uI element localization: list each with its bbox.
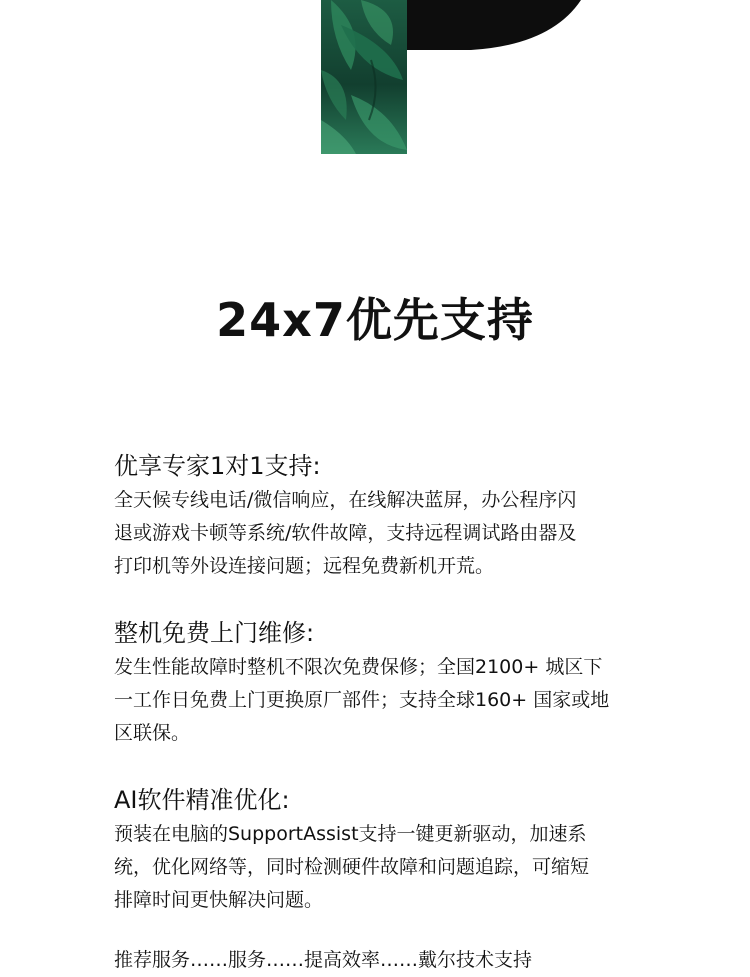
section-body bbox=[114, 651, 654, 750]
body-line: 全天候专线电话/微信响应，在线解决蓝屏，办公程序闪 bbox=[114, 489, 577, 511]
body-line: 发生性能故障时整机不限次免费保修；全国2100+ 城区下 bbox=[114, 656, 603, 678]
section-title: AI软件精准优化: bbox=[114, 786, 290, 814]
body-line: 统，优化网络等，同时检测硬件故障和问题追踪，可缩短 bbox=[114, 856, 590, 878]
section-body bbox=[114, 818, 654, 917]
body-line: 一工作日免费上门更换原厂部件；支持全球160+ 国家或地 bbox=[114, 689, 610, 711]
feature-section-expert-support bbox=[114, 450, 654, 583]
section-title: 整机免费上门维修: bbox=[114, 619, 315, 647]
body-line: 预装在电脑的SupportAssist支持一键更新驱动，加速系 bbox=[114, 823, 587, 845]
section-title: 优享专家1对1支持: bbox=[114, 452, 321, 480]
body-line: 打印机等外设连接问题；远程免费新机开荒。 bbox=[114, 555, 495, 577]
feature-section-onsite-repair bbox=[114, 617, 654, 750]
page-title: 24x7优先支持 bbox=[216, 293, 534, 347]
hero-leaf-graphic bbox=[321, 0, 621, 160]
body-line: 退或游戏卡顿等系统/软件故障，支持远程调试路由器及 bbox=[114, 522, 577, 544]
body-line: 排障时间更快解决问题。 bbox=[114, 889, 324, 911]
cut-off-text: 推荐服务……服务……提高效率……戴尔技术支持 bbox=[114, 949, 533, 971]
section-body bbox=[114, 484, 654, 583]
body-line: 区联保。 bbox=[114, 722, 191, 744]
feature-section-ai-optimization bbox=[114, 784, 654, 917]
